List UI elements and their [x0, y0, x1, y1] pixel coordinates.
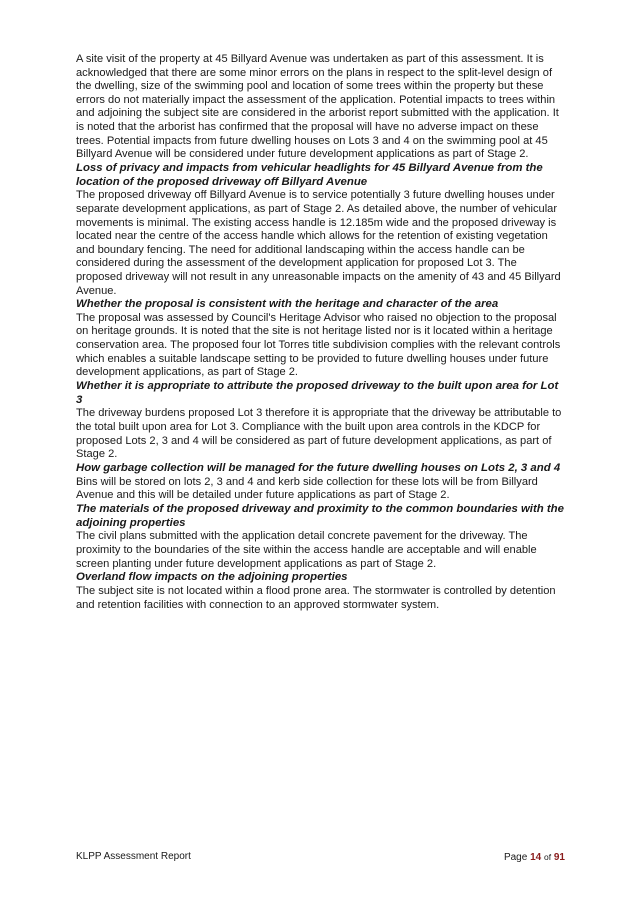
- intro-paragraph: A site visit of the property at 45 Billyard Avenue was undertaken as part of this assessment. It is acknowledged that there are some minor errors on the plans in respect to the split-level design of the dwelling, size of the swimming pool and location of some trees within the property but these errors do not materially impact the assessment of the application. Potential impacts to trees within and adjoining the subject site are considered in the arborist report submitted with the application. It is noted that the arborist has confirmed that the proposal will have no adverse impact on these trees. Potential impacts from future dwelling houses on Lots 3 and 4 on the swimming pool at 45 Billyard Avenue will be considered under future development applications as part of Stage 2.: [76, 53, 559, 161]
- section-body-garbage: Bins will be stored on lots 2, 3 and 4 and kerb side collection for these lots will be from Billyard Avenue and this will be detailed under future applications as part of Stage 2.: [76, 475, 538, 502]
- footer-page-indicator: [504, 851, 565, 864]
- section-body-built-upon-area: The driveway burdens proposed Lot 3 therefore it is appropriate that the driveway be attributable to the total built upon area for Lot 3. Compliance with the built upon area controls in the KDCP for proposed Lots 2, 3 and 4 will be considered as part of future development applications, as part of Stage 2.: [76, 407, 562, 461]
- section-heading-materials: The materials of the proposed driveway and proximity to the common boundaries with the adjoining properties: [76, 502, 564, 529]
- document-page: [76, 53, 564, 612]
- section-heading-overland-flow: Overland flow impacts on the adjoining properties: [76, 571, 348, 584]
- section-body-materials: The civil plans submitted with the application detail concrete pavement for the driveway. The proximity to the boundaries of the site within the access handle are acceptable and will enable screen planting under future development applications as part of Stage 2.: [76, 530, 537, 570]
- footer-total-pages: 91: [553, 852, 565, 863]
- footer-page-number: 14: [530, 852, 542, 863]
- footer-report-name: KLPP Assessment Report: [76, 851, 191, 862]
- footer-page-label: Page: [503, 852, 528, 863]
- section-body-overland-flow: The subject site is not located within a flood prone area. The stormwater is controlled by detention and retention facilities with connection to an approved stormwater system.: [76, 584, 556, 611]
- section-heading-heritage: Whether the proposal is consistent with the heritage and character of the area: [76, 298, 499, 311]
- section-heading-garbage: How garbage collection will be managed for the future dwelling houses on Lots 2, 3 and 4: [76, 461, 561, 474]
- section-heading-built-upon-area: Whether it is appropriate to attribute the proposed driveway to the built upon area for Lot 3: [76, 379, 559, 406]
- footer-of-label: of: [544, 852, 552, 862]
- section-body-privacy: The proposed driveway off Billyard Avenue is to service potentially 3 future dwelling houses under separate development applications, as part of Stage 2. As detailed above, the number of vehicular movements is minimal. The existing access handle is 12.185m wide and the proposed driveway is located near the centre of the access handle which allows for the retention of existing vegetation and boundary fencing. The need for additional landscaping within the access handle can be considered during the assessment of the development application for proposed Lot 3. The proposed driveway will not result in any unreasonable impacts on the amenity of 43 and 45 Billyard Avenue.: [76, 189, 561, 297]
- section-heading-privacy: Loss of privacy and impacts from vehicular headlights for 45 Billyard Avenue from the location of the proposed driveway off Billyard Avenue: [76, 161, 543, 188]
- section-body-heritage: The proposal was assessed by Council's Heritage Advisor who raised no objection to the proposal on heritage grounds. It is noted that the site is not heritage listed nor is it located within a heritage conservation area. The proposed four lot Torres title subdivision complies with the relevant controls which enables a suitable landscape setting to be provided to future dwelling houses under future development applications, as part of Stage 2.: [76, 311, 561, 379]
